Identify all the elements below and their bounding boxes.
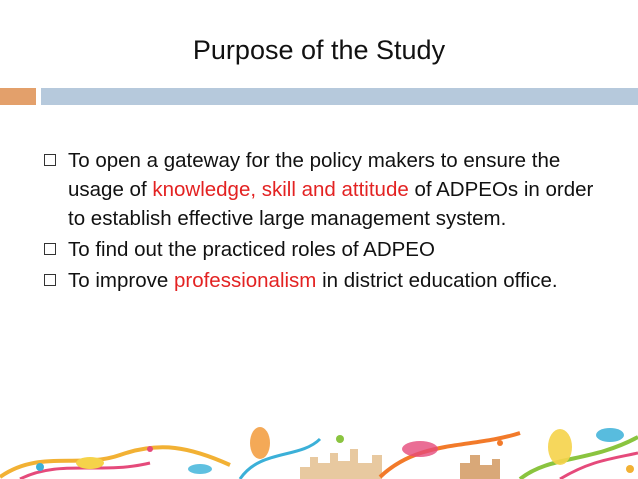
bullet-list [44,146,604,295]
bullet-text-tail: in district education office. [316,269,558,292]
bullet-item-roles [44,235,604,264]
bullet-item-professionalism [44,266,604,295]
checkbox-bullet-icon [44,274,56,286]
bullet-item-gateway [44,146,604,233]
slide-title: Purpose of the Study [192,35,446,65]
bullet-text: To open a gateway for the policy makers to ensure the usage of [68,149,561,201]
decorative-footer-art-icon [0,419,638,479]
title-accent-bar-blue [41,88,638,105]
bullet-text: To improve [68,269,174,292]
highlight-text: knowledge, skill and attitude [152,178,409,201]
title-accent-bar-orange [0,88,36,105]
bullet-text-tail: of ADPEOs in order to establish effective large management system. [68,178,594,230]
checkbox-bullet-icon [44,243,56,255]
checkbox-bullet-icon [44,154,56,166]
highlight-text: professionalism [173,269,317,292]
bullet-text: To find out the practiced roles of ADPEO [68,238,435,261]
